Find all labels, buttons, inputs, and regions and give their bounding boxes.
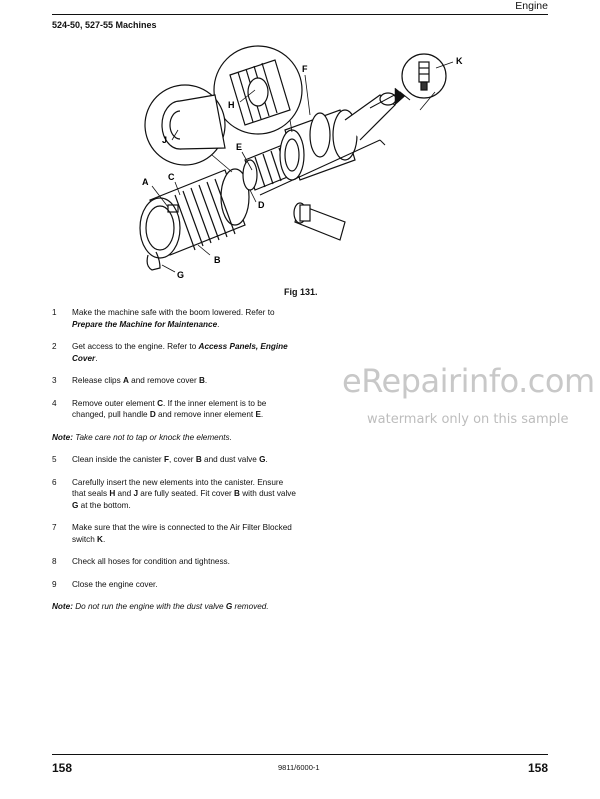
callout-e: E [236, 142, 243, 152]
note-2: Note: Do not run the engine with the dust valve G removed. [52, 602, 269, 611]
machines-title: 524-50, 527-55 Machines [52, 20, 157, 30]
callout-b: B [214, 255, 221, 265]
callout-d: D [258, 200, 265, 210]
page-number-right: 158 [527, 761, 548, 775]
outer-element-canister [140, 169, 249, 258]
footer-rule [52, 754, 548, 755]
step-6: 6 Carefully insert the new elements into the canister. Ensure that seals H and J are fully seated. Fit cover B with dust valve G at the bottom. [52, 477, 296, 510]
hose [294, 203, 345, 240]
step-1: 1 Make the machine safe with the boom lowered. Refer to Prepare the Machine for Maintenance. [52, 308, 275, 329]
callout-j: J [162, 135, 168, 145]
detail-k [402, 54, 446, 98]
step-7: 7 Make sure that the wire is connected to the Air Filter Blocked switch K. [52, 523, 292, 544]
page-number-left: 158 [52, 761, 73, 775]
step-8: 8 Check all hoses for condition and tightness. [52, 557, 230, 566]
callout-k: K [456, 56, 463, 66]
step-3: 3 Release clips A and remove cover B. [52, 376, 208, 385]
step-2: 2 Get access to the engine. Refer to Access Panels, Engine Cover. [52, 342, 288, 363]
watermark-site: eRepairinfo.com [342, 362, 595, 400]
air-filter-diagram [0, 0, 600, 300]
callout-g: G [177, 270, 185, 280]
detail-h [214, 46, 302, 134]
callout-f: F [302, 64, 308, 74]
section-title: Engine [515, 0, 548, 12]
step-4: 4 Remove outer element C. If the inner element is to be changed, pull handle D and remove inner element E. [52, 398, 267, 419]
callout-h: H [228, 100, 235, 110]
document-number: 9811/6000-1 [278, 763, 320, 772]
detail-j [145, 85, 225, 165]
step-5: 5 Clean inside the canister F, cover B and dust valve G. [52, 455, 268, 464]
watermark-notice: watermark only on this sample [367, 412, 569, 427]
callout-c: C [168, 172, 175, 182]
callout-a: A [142, 177, 149, 187]
figure-caption: Fig 131. [284, 287, 318, 297]
note-1: Note: Take care not to tap or knock the elements. [52, 432, 232, 442]
step-9: 9 Close the engine cover. [52, 579, 158, 589]
procedure-steps [52, 307, 296, 624]
